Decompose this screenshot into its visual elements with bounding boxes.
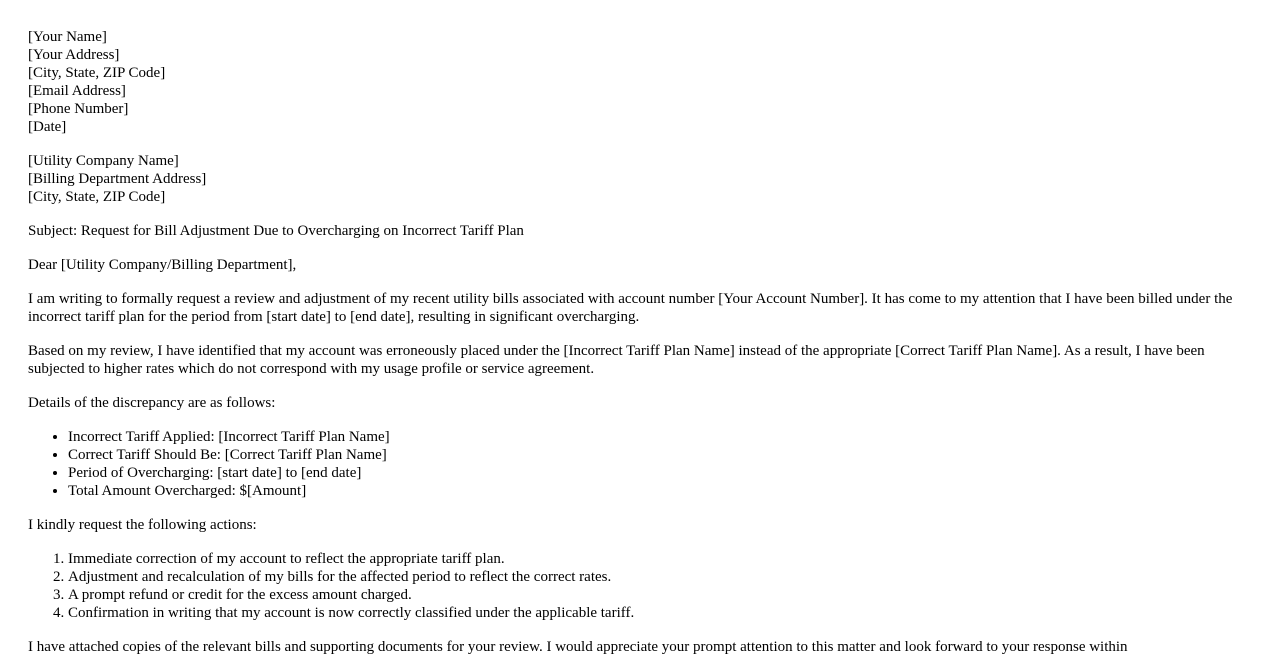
closing-paragraph: I have attached copies of the relevant bills and supporting documents for your review. I would appreciate your prompt attention to this matter and look forward to your response within — [28, 639, 1128, 655]
sender-address: [Your Address] — [28, 47, 120, 63]
letter-document — [28, 28, 1256, 672]
list-item: • Period of Overcharging: [start date] to [end date] — [68, 464, 1256, 482]
list-item: 4. Confirmation in writing that my account is now correctly classified under the applicable tariff. — [68, 604, 1256, 622]
recipient-address-block — [28, 152, 1256, 206]
list-item: • Incorrect Tariff Applied: [Incorrect Tariff Plan Name] — [68, 428, 1256, 446]
sender-address-block — [28, 28, 1256, 136]
actions-intro: I kindly request the following actions: — [28, 517, 257, 533]
letter-date: [Date] — [28, 119, 67, 135]
sender-phone: [Phone Number] — [28, 101, 129, 117]
salutation: Dear [Utility Company/Billing Department], — [28, 257, 297, 273]
list-item: • Correct Tariff Should Be: [Correct Tariff Plan Name] — [68, 446, 1256, 464]
subject-line: Subject: Request for Bill Adjustment Due to Overcharging on Incorrect Tariff Plan — [28, 223, 524, 239]
discrepancy-details-list — [28, 428, 1256, 500]
list-item: 2. Adjustment and recalculation of my bills for the affected period to reflect the correct rates. — [68, 568, 1256, 586]
recipient-city-state-zip: [City, State, ZIP Code] — [28, 189, 166, 205]
list-item: 1. Immediate correction of my account to reflect the appropriate tariff plan. — [68, 550, 1256, 568]
recipient-billing-address: [Billing Department Address] — [28, 171, 207, 187]
list-item: 3. A prompt refund or credit for the excess amount charged. — [68, 586, 1256, 604]
requested-actions-list — [28, 550, 1256, 622]
body-paragraph-intro: I am writing to formally request a review and adjustment of my recent utility bills associated with account number [Your Account Number]. It has come to my attention that I have been billed under the incorrect tariff plan for the period from [start date] to [end date], resulting in significant overcharging. — [28, 291, 1233, 325]
body-paragraph-review: Based on my review, I have identified that my account was erroneously placed under the [Incorrect Tariff Plan Name] instead of the appropriate [Correct Tariff Plan Name]. As a result, I have been subjected to higher rates which do not correspond with my usage profile or service agreement. — [28, 343, 1205, 377]
list-item: • Total Amount Overcharged: $[Amount] — [68, 482, 1256, 500]
recipient-company-name: [Utility Company Name] — [28, 153, 179, 169]
sender-name: [Your Name] — [28, 29, 107, 45]
details-intro: Details of the discrepancy are as follows: — [28, 395, 276, 411]
sender-city-state-zip: [City, State, ZIP Code] — [28, 65, 166, 81]
sender-email: [Email Address] — [28, 83, 126, 99]
